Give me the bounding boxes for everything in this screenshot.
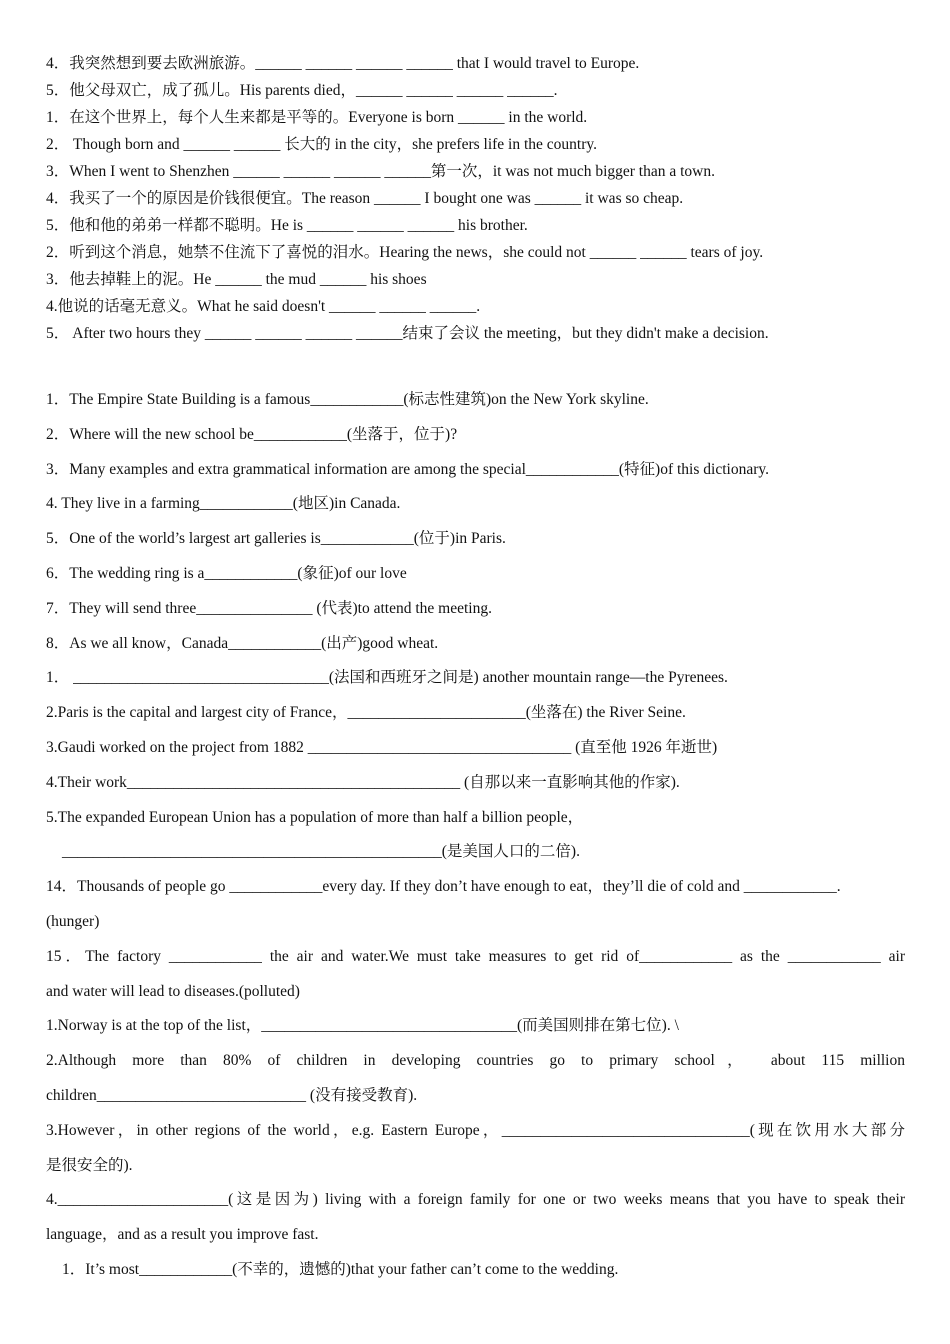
- exercise-line: 2.Paris is the capital and largest city of France，_______________________(坐落在) the River Seine.: [46, 704, 686, 722]
- exercise-line: 4.Their work___________________________________________ (自那以来一直影响其他的作家).: [46, 773, 680, 791]
- exercise-line: 1．It’s most____________(不幸的，遗憾的)that your father can’t come to the wedding.: [62, 1260, 619, 1278]
- sentence-line: 5．他父母双亡，成了孤儿。His parents died，______ ______ ______ ______.: [46, 82, 558, 99]
- exercise-line: 7．They will send three_______________ (代表)to attend the meeting.: [46, 599, 492, 617]
- exercise-line: 是很安全的).: [46, 1156, 133, 1174]
- exercise-line: (hunger): [46, 912, 100, 930]
- sentence-line: 3．他去掉鞋上的泥。He ______ the mud ______ his shoes: [46, 271, 427, 288]
- exercise-line: 8．As we all know，Canada____________(出产)good wheat.: [46, 634, 439, 652]
- sentence-line: 2．听到这个消息，她禁不住流下了喜悦的泪水。Hearing the news，she could not ______ ______ tears of joy.: [46, 244, 764, 261]
- exercise-line: 14．Thousands of people go ____________every day. If they don’t have enough to eat，they’ll die of cold and ____________.: [46, 878, 841, 896]
- exercise-line: 1．The Empire State Building is a famous____________(标志性建筑)on the New York skyline.: [46, 391, 649, 408]
- section-spacer: [46, 347, 905, 383]
- exercise-line: 4. They live in a farming____________(地区)in Canada.: [46, 495, 401, 513]
- exercise-line: 1.Norway is at the top of the list，_________________________________(而美国则排在第七位). \: [46, 1017, 679, 1035]
- worksheet-page: [46, 50, 905, 1288]
- exercise-line: children___________________________ (没有接受教育).: [46, 1086, 418, 1104]
- exercise-line: 2．Where will the new school be____________(坐落于，位于)?: [46, 425, 458, 443]
- exercise-line: 3.However，in other regions of the world，e.g. Eastern Europe，________________________________(现在饮用水大部分: [46, 1121, 905, 1139]
- sentence-line: 4.他说的话毫无意义。What he said doesn't ______ ______ ______.: [46, 298, 481, 315]
- translation-section: [46, 50, 905, 347]
- sentence-line: 5． After two hours they ______ ______ ______ ______结束了会议 the meeting，but they didn't make a decision.: [46, 325, 769, 342]
- exercise-line: 2.Although more than 80% of children in developing countries go to primary school， about 115 million: [46, 1052, 905, 1070]
- exercise-line: 15．The factory ____________ the air and water.We must take measures to get rid of____________ as the ____________ air: [46, 947, 905, 965]
- sentence-line: 3．When I went to Shenzhen ______ ______ ______ ______第一次，it was not much bigger than a town.: [46, 163, 715, 180]
- sentence-line: 1．在这个世界上，每个人生来都是平等的。Everyone is born ______ in the world.: [46, 109, 588, 126]
- sentence-line: 4．我买了一个的原因是价钱很便宜。The reason ______ I bought one was ______ it was so cheap.: [46, 190, 684, 207]
- sentence-line: 4．我突然想到要去欧洲旅游。______ ______ ______ ______ that I would travel to Europe.: [46, 55, 640, 72]
- fill-in-section: [46, 383, 905, 1288]
- exercise-line: 4.______________________(这是因为) living with a foreign family for one or two weeks means that you have to speak their: [46, 1191, 905, 1209]
- exercise-line: language，and as a result you improve fast.: [46, 1226, 319, 1244]
- sentence-line: 5．他和他的弟弟一样都不聪明。He is ______ ______ ______ his brother.: [46, 217, 528, 234]
- sentence-line: 2． Though born and ______ ______ 长大的 in the city，she prefers life in the country.: [46, 136, 598, 153]
- exercise-line: 3.Gaudi worked on the project from 1882 __________________________________ (直至他 1926 年逝世): [46, 738, 718, 756]
- exercise-line: 6．The wedding ring is a____________(象征)of our love: [46, 564, 407, 582]
- exercise-line: and water will lead to diseases.(polluted): [46, 982, 300, 1000]
- exercise-line: 3．Many examples and extra grammatical information are among the special____________(特征)of this dictionary.: [46, 460, 769, 478]
- exercise-line: _________________________________________________(是美国人口的二倍).: [62, 843, 580, 861]
- exercise-line: 5.The expanded European Union has a population of more than half a billion people，: [46, 808, 584, 826]
- exercise-line: 5．One of the world’s largest art galleries is____________(位于)in Paris.: [46, 530, 506, 548]
- exercise-line: 1． _________________________________(法国和西班牙之间是) another mountain range—the Pyrenees.: [46, 669, 728, 687]
